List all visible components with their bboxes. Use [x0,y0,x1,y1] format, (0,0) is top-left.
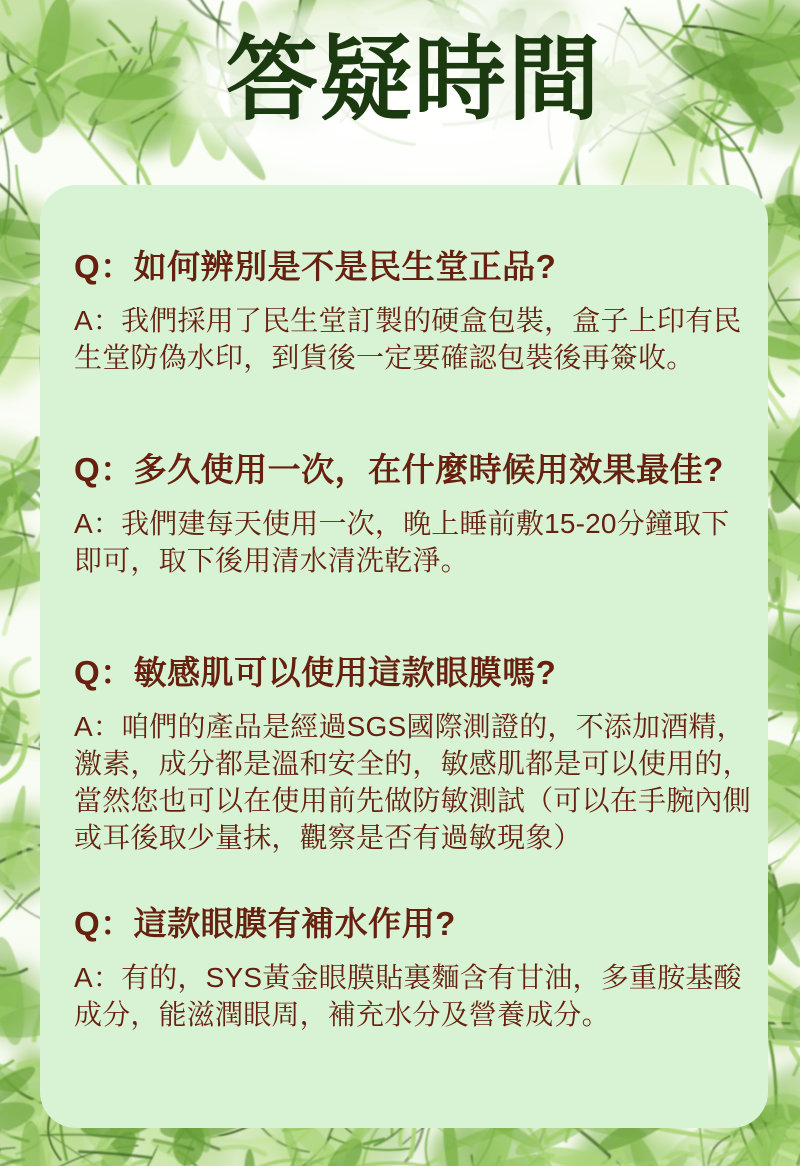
answer-text: A：咱們的產品是經過SGS國際測證的，不添加酒精，激素，成分都是溫和安全的，敏感肌都是可以使用的，當然您也可以在使用前先做防敏測試（可以在手腕內側或耳後取少量抹，觀察是否有過敏現象） [74,711,751,853]
answer-text: A：我們建每天使用一次，晚上睡前敷15-20分鐘取下即可，取下後用清水清洗乾淨。 [74,508,730,576]
qa-item-3 [74,653,752,856]
qa-item-4 [74,904,752,1033]
answer-text: A：我們採用了民生堂訂製的硬盒包裝，盒子上印有民生堂防偽水印，到貨後一定要確認包裝後再簽收。 [74,305,742,373]
qa-item-2 [74,450,752,579]
answer-text: A：有的，SYS黃金眼膜貼裏麵含有甘油，多重胺基酸成分，能滋潤眼周，補充水分及營養成分。 [74,962,742,1030]
question-text: Q：如何辨別是不是民生堂正品? [74,248,557,285]
question-text: Q：這款眼膜有補水作用? [74,905,456,942]
page-title: 答疑時間 [225,29,602,131]
qa-item-1 [74,247,752,376]
question-text: Q：敏感肌可以使用這款眼膜嗎? [74,654,557,691]
question-text: Q：多久使用一次，在什麼時候用效果最佳? [74,451,724,488]
faq-card [40,185,768,1128]
